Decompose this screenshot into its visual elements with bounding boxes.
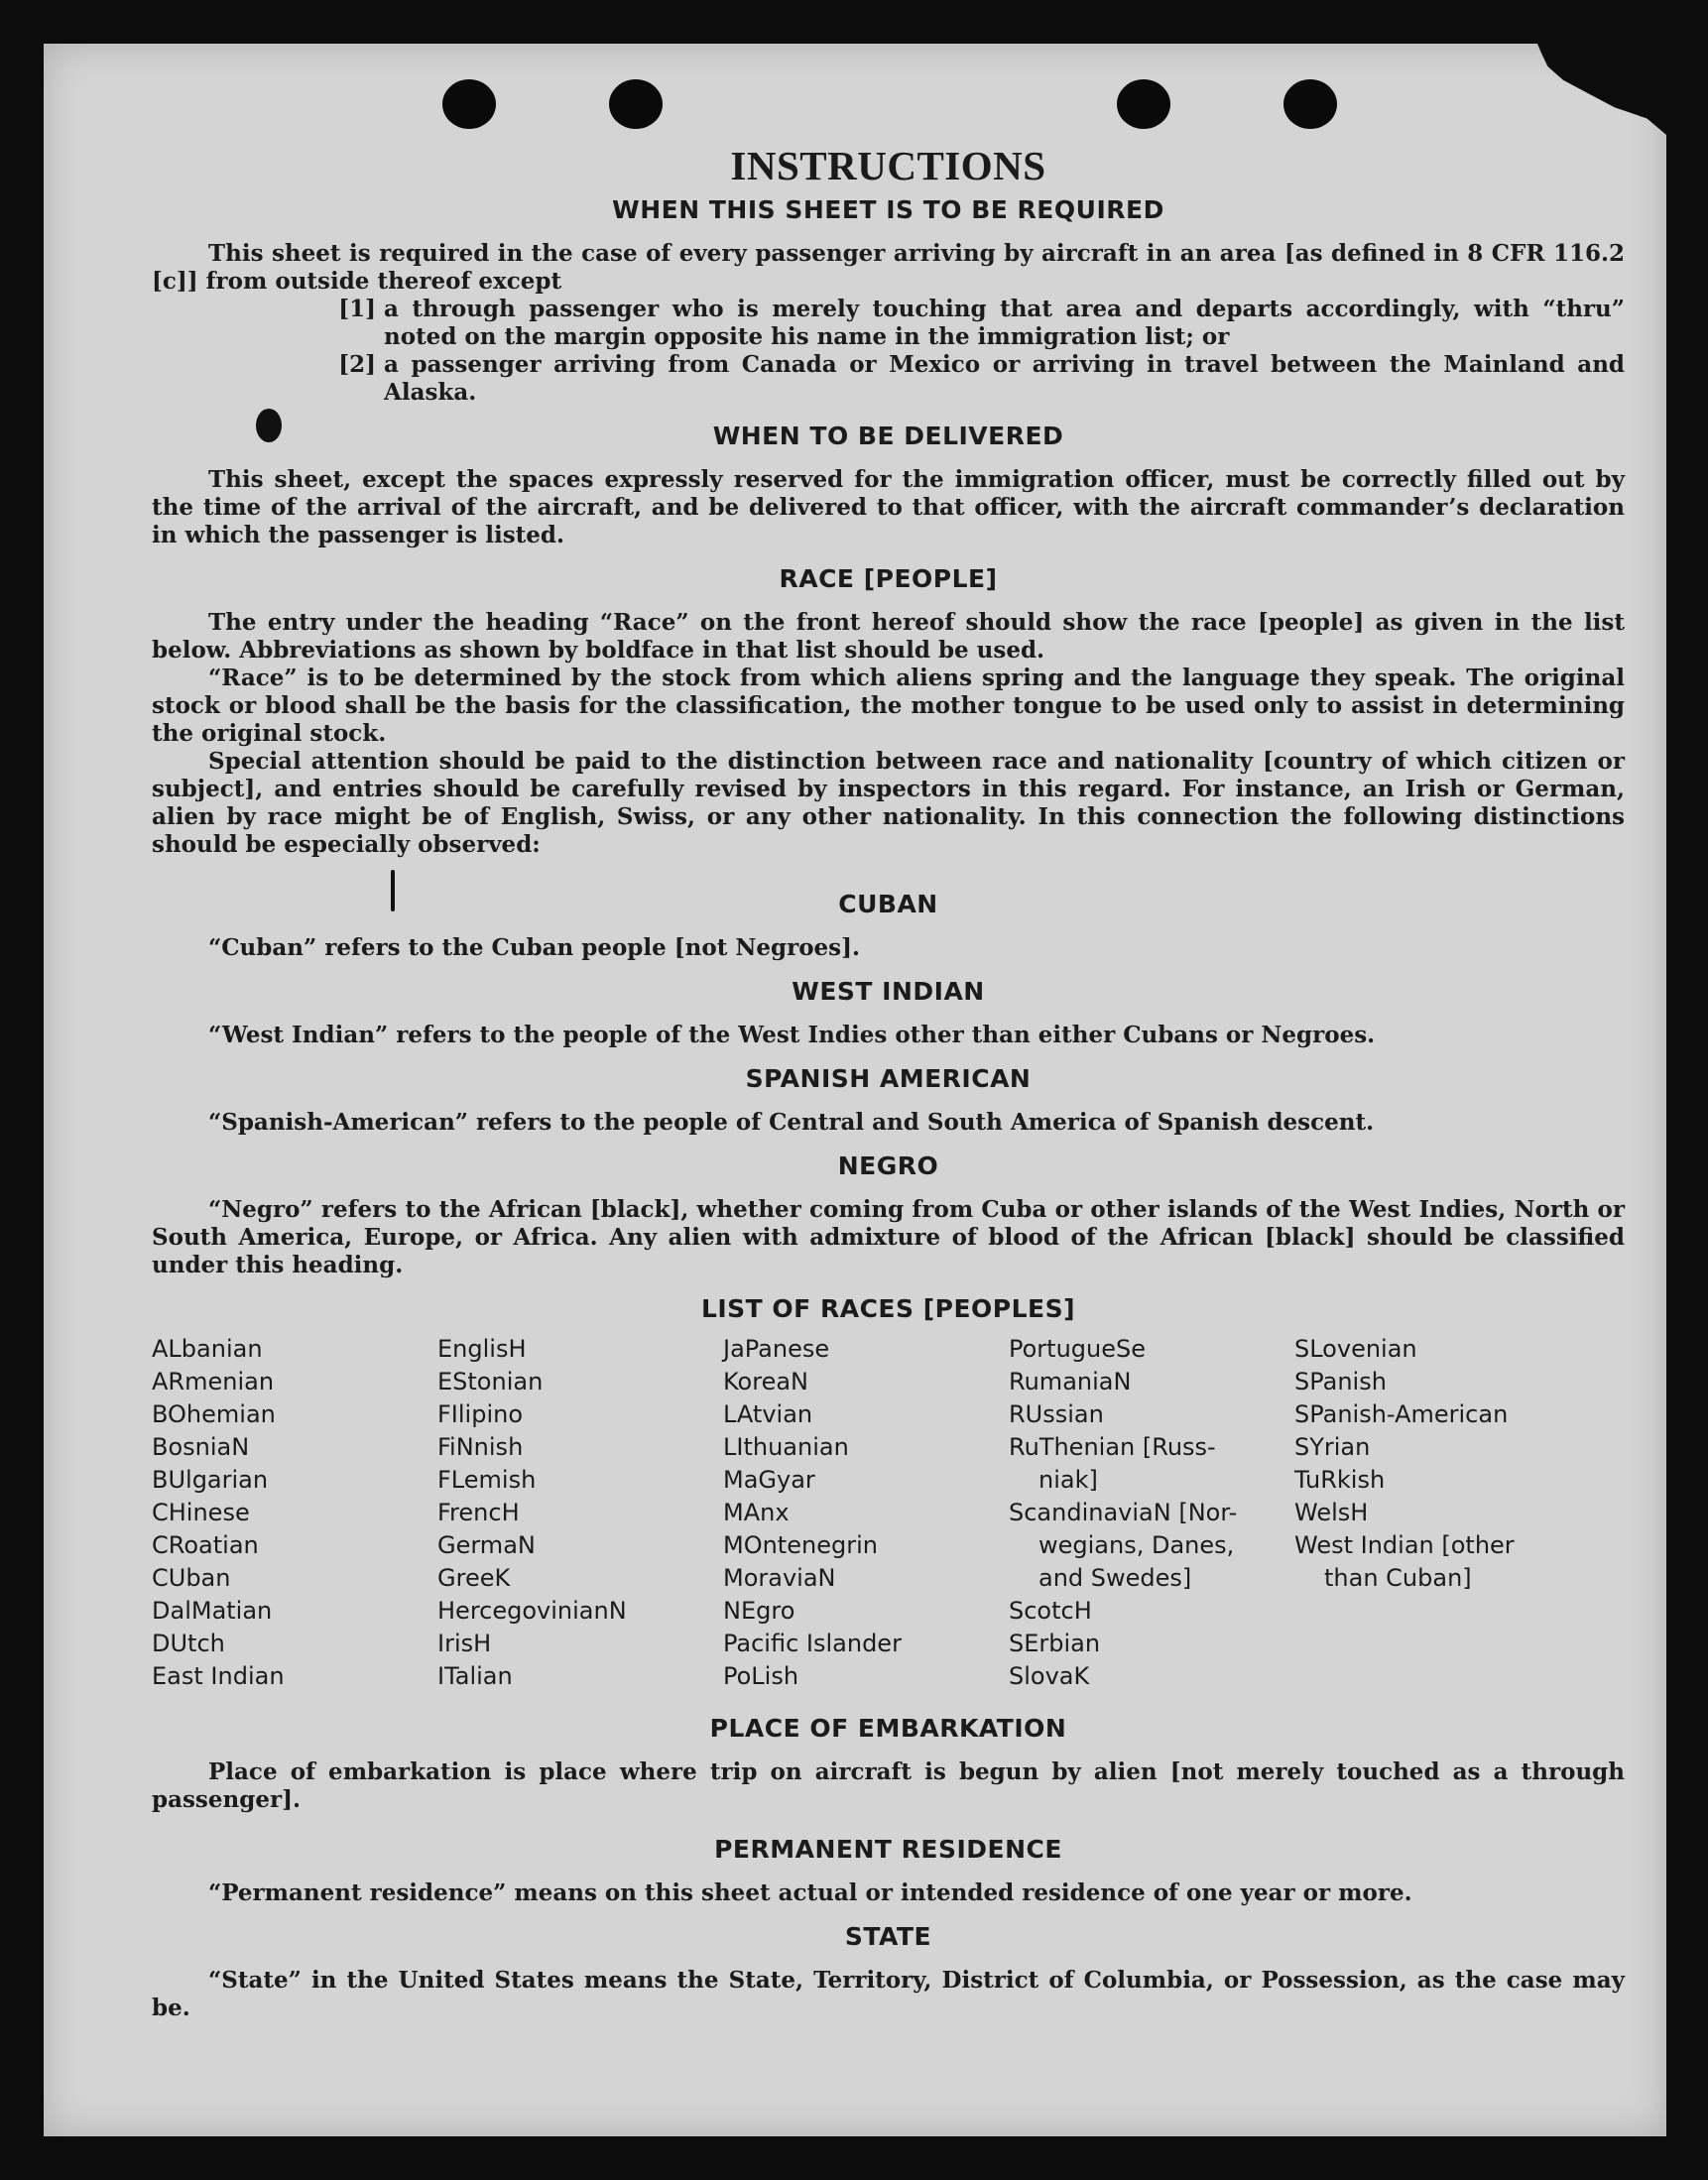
race-entry: MaGyar: [723, 1466, 815, 1494]
spanish-american-text: “Spanish-American” refers to the people of Central and South America of Spanish descent.: [208, 1109, 1375, 1136]
race-entry: East Indian: [152, 1662, 285, 1690]
section-heading-west-indian: WEST INDIAN: [792, 977, 985, 1006]
cuban-text: “Cuban” refers to the Cuban people [not Negroes].: [208, 934, 861, 961]
list-item: [152, 351, 1625, 407]
race-entry: SPanish-American: [1294, 1400, 1509, 1428]
race-entry: EStonian: [437, 1368, 544, 1395]
race-entry: FIlipino: [437, 1400, 524, 1428]
document-content: [152, 143, 1625, 2022]
list-item-text: a through passenger who is merely touching that area and departs accordingly, with “thru” noted on the margin opposite his name in the immigration list; or: [384, 296, 1625, 350]
race-entry: NEgro: [723, 1597, 795, 1625]
race-entry: MOntenegrin: [723, 1531, 878, 1559]
section-heading-cuban: CUBAN: [838, 890, 938, 918]
race-entry: RumaniaN: [1009, 1368, 1132, 1395]
race-entry: HercegovinianN: [437, 1597, 627, 1625]
race-entry: GreeK: [437, 1564, 511, 1592]
embarkation-text: Place of embarkation is place where trip on aircraft is begun by alien [not merely touched as a through passenger].: [152, 1758, 1625, 1813]
race-entry: CHinese: [152, 1499, 250, 1526]
negro-text: “Negro” refers to the African [black], whether coming from Cuba or other islands of the West Indies, North or South America, Europe, or Africa. Any alien with admixture of blood of the African [black] should be classified under this heading.: [152, 1196, 1625, 1278]
race-entry: FiNnish: [437, 1433, 524, 1461]
list-item-number: [2]: [338, 351, 376, 378]
races-list: [152, 1333, 1625, 1693]
race-entry: ScotcH: [1009, 1597, 1092, 1625]
section-heading-negro: NEGRO: [837, 1151, 939, 1180]
race-entry: SYrian: [1294, 1433, 1371, 1461]
race-entry: GermaN: [437, 1531, 536, 1559]
race-entry: RuThenian [Russ-: [1009, 1433, 1216, 1461]
race-entry: West Indian [other: [1294, 1531, 1515, 1559]
race-entry: SErbian: [1009, 1630, 1101, 1657]
section-heading-state: STATE: [844, 1922, 932, 1951]
race-entry: JaPanese: [723, 1335, 830, 1363]
race-entry: CRoatian: [152, 1531, 259, 1559]
punch-hole: [1283, 79, 1337, 129]
race-entry: DalMatian: [152, 1597, 273, 1625]
punch-hole: [1117, 79, 1170, 129]
residence-text: “Permanent residence” means on this sheet actual or intended residence of one year or more.: [208, 1879, 1412, 1906]
race-entry: FrencH: [437, 1499, 520, 1526]
race-entry: DUtch: [152, 1630, 225, 1657]
race-entry: MAnx: [723, 1499, 790, 1526]
race-entry: ScandinaviaN [Nor-: [1009, 1499, 1238, 1526]
race-entry: TuRkish: [1294, 1466, 1386, 1494]
race-entry: WelsH: [1294, 1499, 1369, 1526]
when-delivered-text: This sheet, except the spaces expressly reserved for the immigration officer, must be correctly filled out by the time of the arrival of the aircraft, and be delivered to that officer, with the aircraft commander’s declaration in which the passenger is listed.: [152, 466, 1625, 548]
races-column: [437, 1333, 723, 1693]
race-entry: BUlgarian: [152, 1466, 269, 1494]
race-entry: wegians, Danes,: [1038, 1531, 1235, 1559]
section-heading-residence: PERMANENT RESIDENCE: [714, 1835, 1062, 1864]
torn-corner: [1537, 44, 1666, 135]
race-entry: PoLish: [723, 1662, 799, 1690]
page-title: INSTRUCTIONS: [730, 143, 1046, 188]
race-entry: BosniaN: [152, 1433, 250, 1461]
punch-hole: [609, 79, 663, 129]
section-heading-when-delivered: WHEN TO BE DELIVERED: [712, 422, 1064, 450]
race-entry: than Cuban]: [1324, 1564, 1472, 1592]
race-entry: niak]: [1038, 1466, 1098, 1494]
race-entry: LIthuanian: [723, 1433, 849, 1461]
races-column: [1009, 1333, 1294, 1693]
race-entry: SlovaK: [1009, 1662, 1090, 1690]
when-required-intro: This sheet is required in the case of every passenger arriving by aircraft in an area [as defined in 8 CFR 116.2 [c]] from outside thereof except: [152, 240, 1625, 295]
state-text: “State” in the United States means the State, Territory, District of Columbia, or Possession, as the case may be.: [152, 1967, 1625, 2021]
race-entry: ITalian: [437, 1662, 513, 1690]
race-entry: LAtvian: [723, 1400, 813, 1428]
race-entry: ALbanian: [152, 1335, 263, 1363]
race-paragraph: Special attention should be paid to the distinction between race and nationality [country of which citizen or subject], and entries should be carefully revised by inspectors in this regard. For instance, an Irish or German, alien by race might be of English, Swiss, or any other nationality. In this connection the following distinctions should be especially observed:: [152, 748, 1625, 858]
list-item-number: [1]: [338, 296, 376, 322]
races-column: [1294, 1333, 1580, 1693]
document-sheet: [44, 44, 1666, 2136]
section-heading-when-required: WHEN THIS SHEET IS TO BE REQUIRED: [612, 195, 1164, 224]
section-heading-spanish-american: SPANISH AMERICAN: [745, 1064, 1032, 1093]
race-entry: IrisH: [437, 1630, 492, 1657]
races-column: [152, 1333, 437, 1693]
races-column: [723, 1333, 1009, 1693]
race-entry: SLovenian: [1294, 1335, 1417, 1363]
race-entry: PortugueSe: [1009, 1335, 1146, 1363]
list-item: [152, 296, 1625, 351]
race-entry: Pacific Islander: [723, 1630, 902, 1657]
section-heading-race: RACE [PEOPLE]: [779, 564, 998, 593]
punch-hole: [442, 79, 496, 129]
section-heading-embarkation: PLACE OF EMBARKATION: [709, 1714, 1067, 1743]
race-entry: BOhemian: [152, 1400, 276, 1428]
race-entry: KoreaN: [723, 1368, 808, 1395]
race-paragraph: The entry under the heading “Race” on the front hereof should show the race [people] as given in the list below. Abbreviations as shown by boldface in that list should be used.: [152, 609, 1625, 664]
section-heading-list-of-races: LIST OF RACES [PEOPLES]: [700, 1294, 1076, 1323]
race-entry: SPanish: [1294, 1368, 1387, 1395]
race-paragraph: “Race” is to be determined by the stock from which aliens spring and the language they speak. The original stock or blood shall be the basis for the classification, the mother tongue to be used only to assist in determining the original stock.: [152, 665, 1625, 747]
list-item-text: a passenger arriving from Canada or Mexico or arriving in travel between the Mainland and Alaska.: [384, 351, 1625, 406]
race-entry: and Swedes]: [1038, 1564, 1192, 1592]
race-entry: FLemish: [437, 1466, 537, 1494]
race-entry: MoraviaN: [723, 1564, 836, 1592]
race-entry: ARmenian: [152, 1368, 275, 1395]
race-entry: RUssian: [1009, 1400, 1104, 1428]
west-indian-text: “West Indian” refers to the people of the West Indies other than either Cubans or Negroes.: [208, 1022, 1376, 1048]
race-entry: CUban: [152, 1564, 231, 1592]
race-entry: EnglisH: [437, 1335, 527, 1363]
